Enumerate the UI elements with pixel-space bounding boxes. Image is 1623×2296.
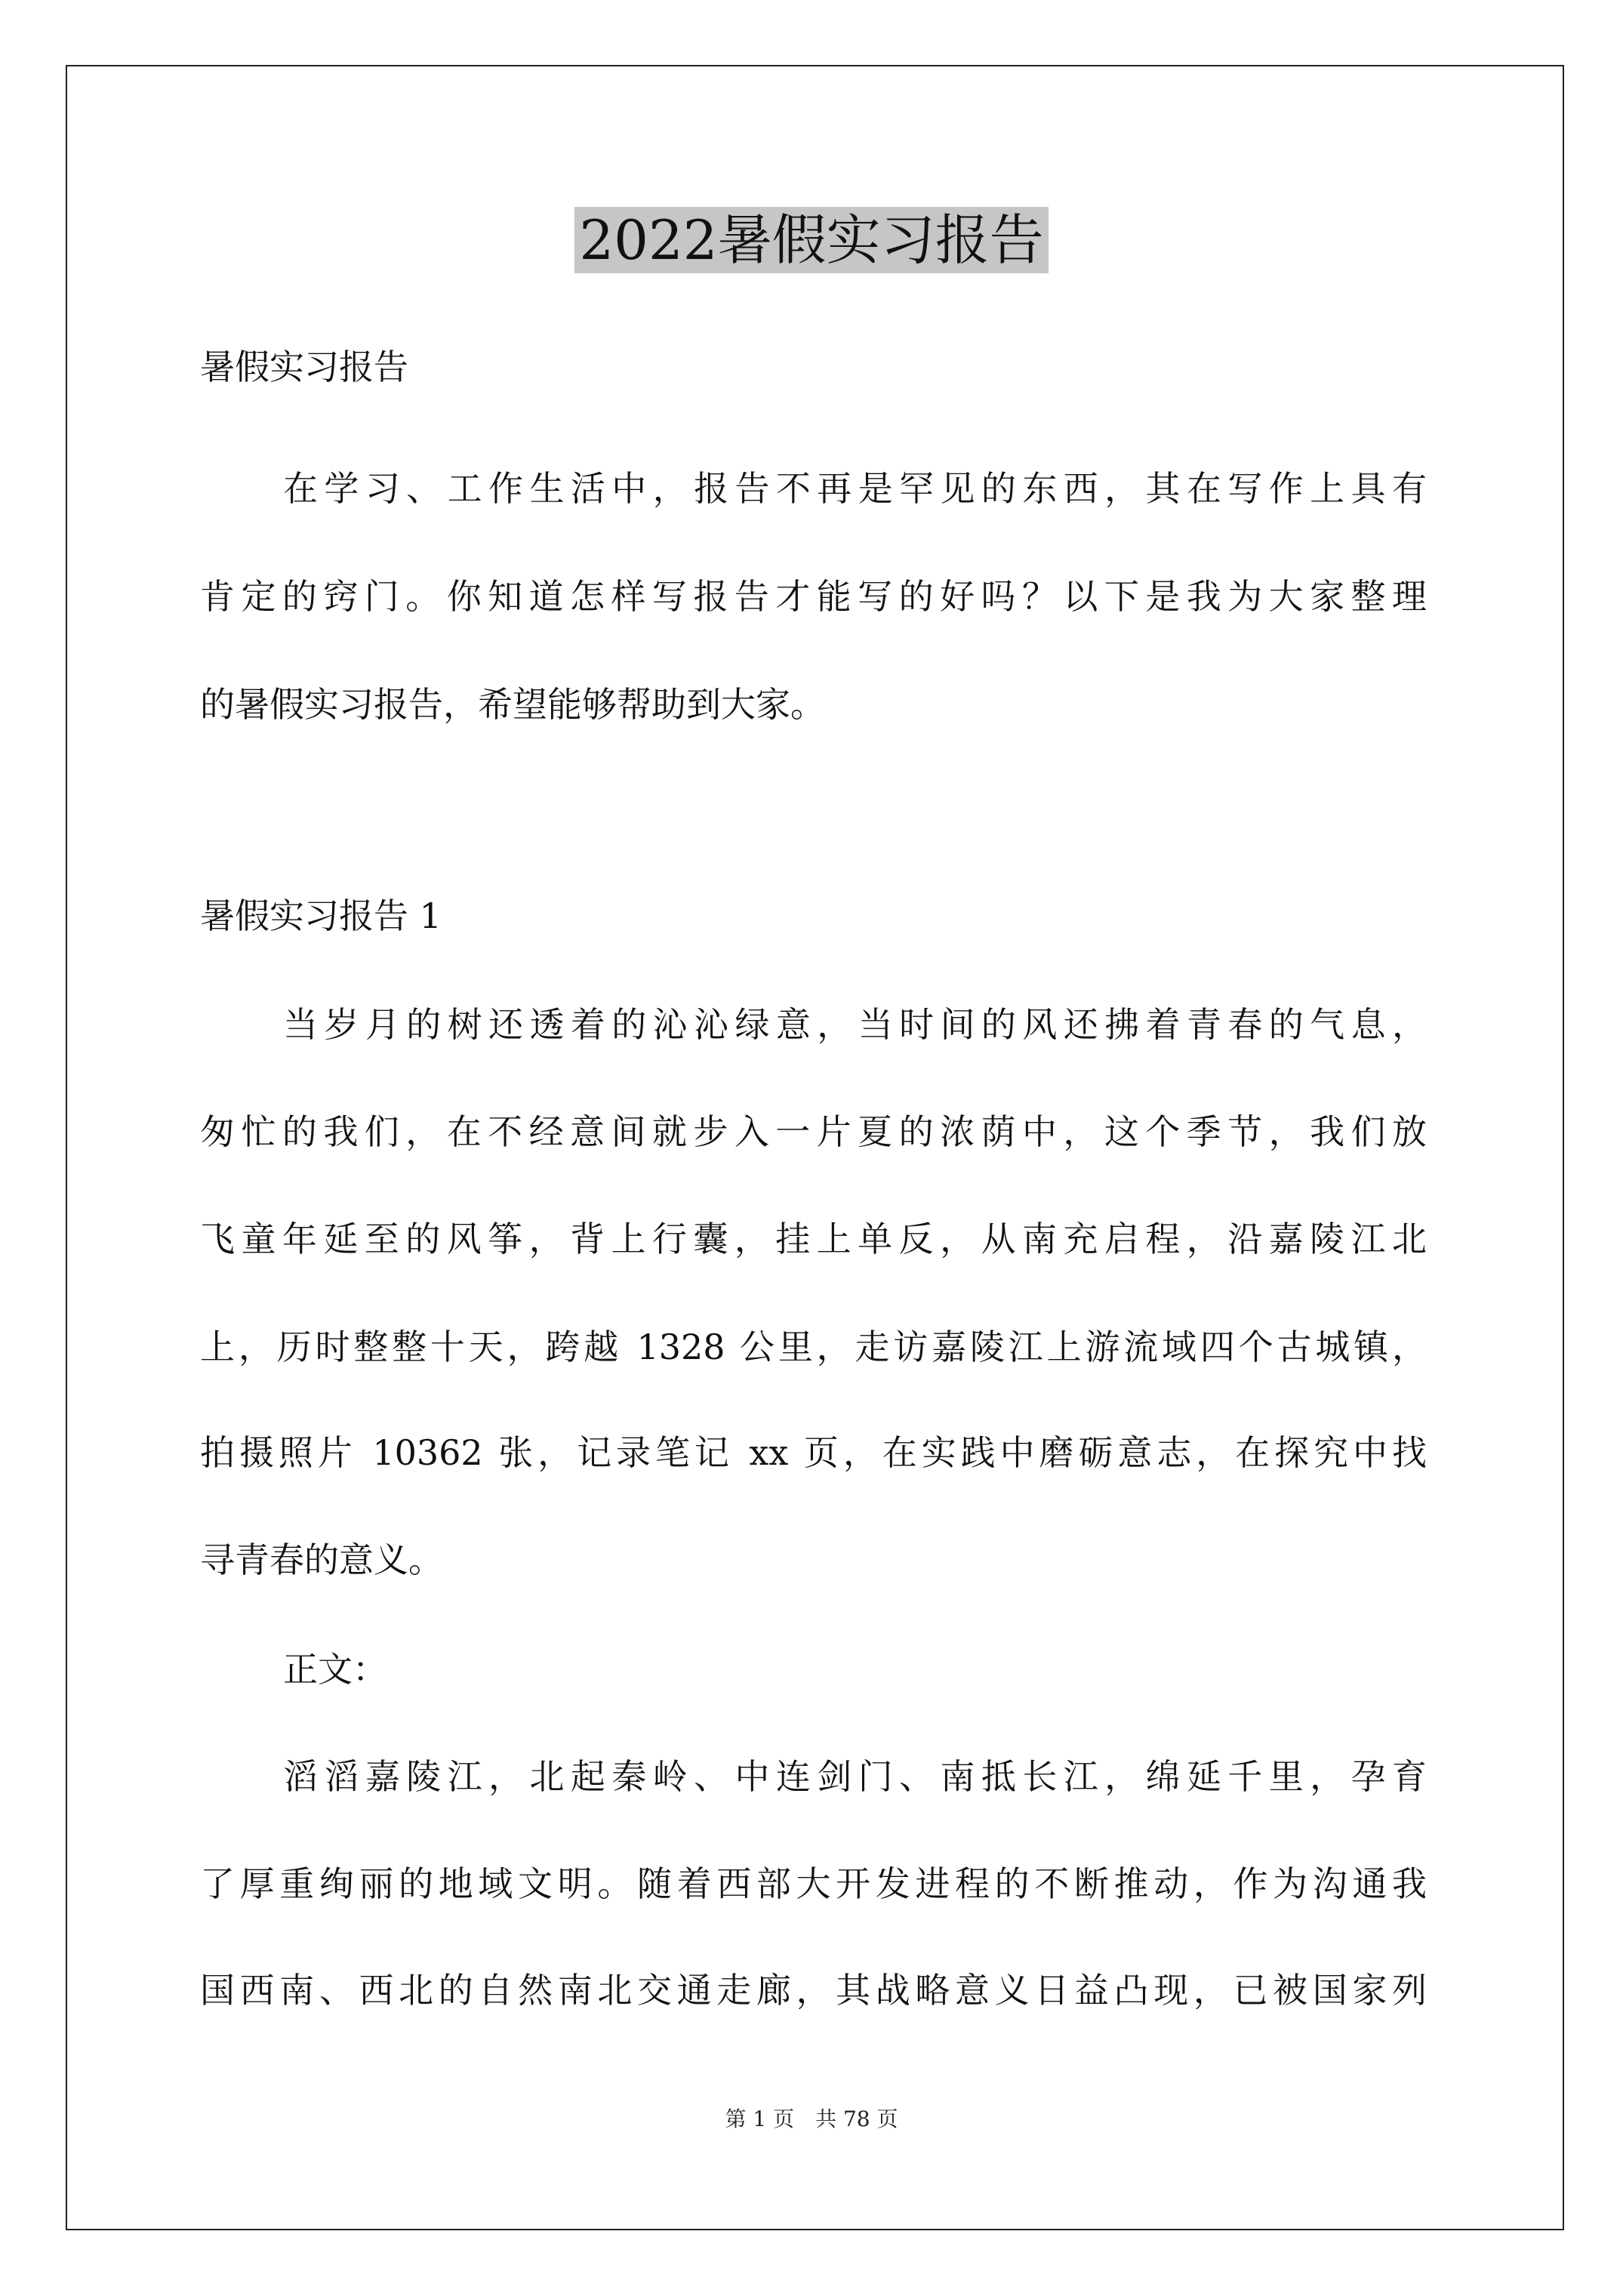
intro-line: 的暑假实习报告，希望能够帮助到大家。 xyxy=(200,684,825,725)
paragraph-line: 寻青春的意义。 xyxy=(200,1539,443,1580)
paragraph-line: 飞童年延至的风筝，背上行囊，挂上单反，从南充启程，沿嘉陵江北 xyxy=(200,1219,1427,1259)
document-title xyxy=(0,202,1623,278)
paragraph-line: 上，历时整整十天，跨越 1328 公里，走访嘉陵江上游流域四个古城镇， xyxy=(200,1327,1427,1367)
paragraph-line: 滔滔嘉陵江，北起秦岭、中连剑门、南抵长江，绵延千里，孕育 xyxy=(283,1756,1427,1797)
body-label: 正文： xyxy=(283,1649,387,1690)
subtitle: 暑假实习报告 xyxy=(200,347,408,387)
paragraph-line: 了厚重绚丽的地域文明。随着西部大开发进程的不断推动，作为沟通我 xyxy=(200,1863,1427,1904)
paragraph-line: 匆忙的我们，在不经意间就步入一片夏的浓荫中，这个季节，我们放 xyxy=(200,1111,1427,1152)
document-title-text: 2022暑假实习报告 xyxy=(574,207,1048,273)
paragraph-line: 国西南、西北的自然南北交通走廊，其战略意义日益凸现，已被国家列 xyxy=(200,1970,1427,2011)
paragraph-line: 当岁月的树还透着的沁沁绿意，当时间的风还拂着青春的气息， xyxy=(283,1004,1427,1045)
page-footer: 第 1 页 共 78 页 xyxy=(725,2106,898,2131)
paragraph-line: 拍摄照片 10362 张，记录笔记 xx 页，在实践中磨砺意志，在探究中找 xyxy=(200,1432,1427,1473)
section-heading: 暑假实习报告 1 xyxy=(200,895,442,936)
intro-line: 在学习、工作生活中，报告不再是罕见的东西，其在写作上具有 xyxy=(283,468,1427,509)
intro-line: 肯定的窍门。你知道怎样写报告才能写的好吗？以下是我为大家整理 xyxy=(200,576,1427,617)
